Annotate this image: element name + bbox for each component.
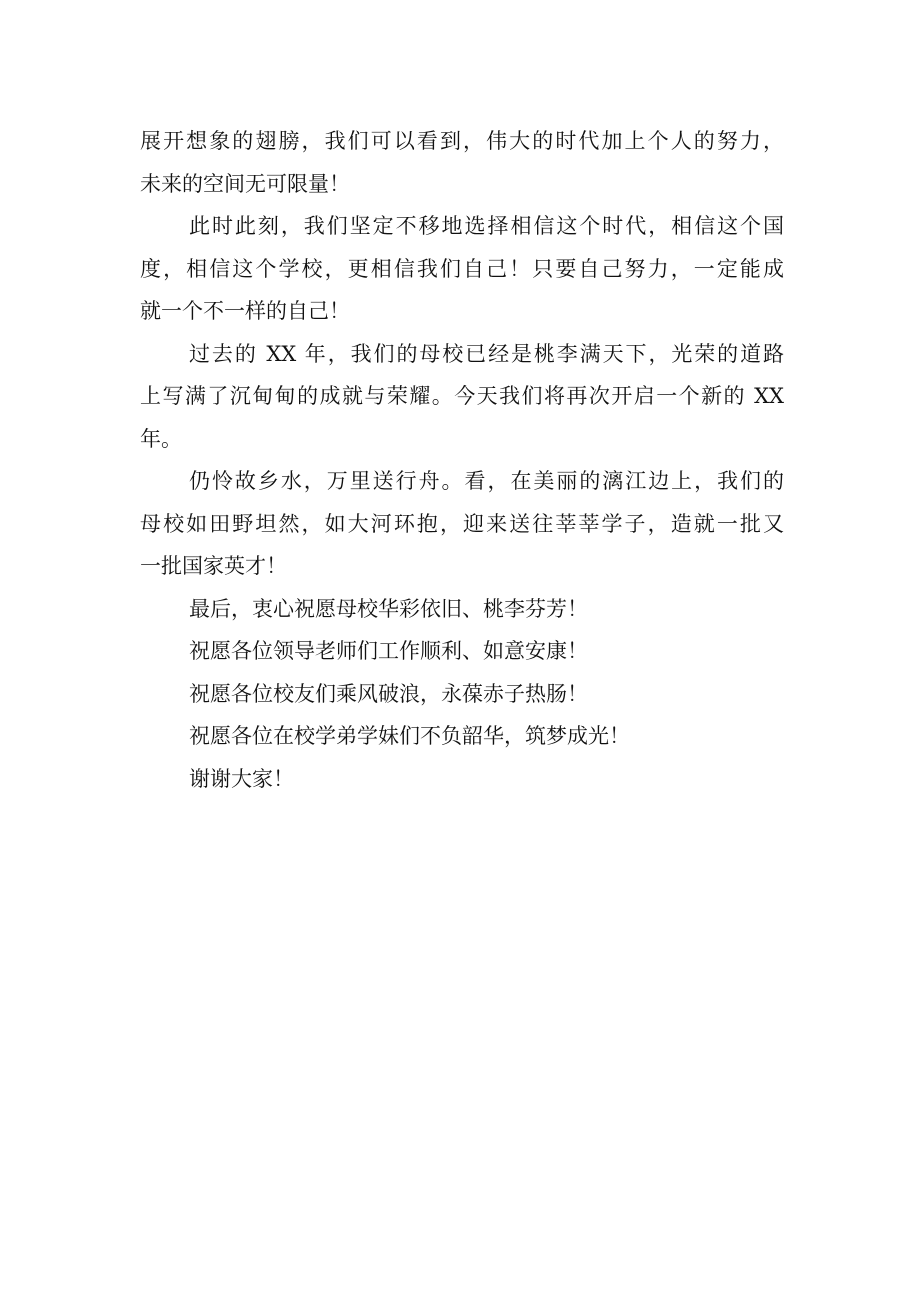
document-body	[140, 120, 784, 800]
text-line: 过去的 XX 年，我们的母校已经是桃李满天下，光荣的道路	[189, 341, 784, 366]
text-line: 祝愿各位校友们乘风破浪，永葆赤子热肠！	[189, 681, 588, 706]
text-line: 祝愿各位在校学弟学妹们不负韶华，筑梦成光！	[189, 724, 630, 748]
text-line: 就一个不一样的自己！	[140, 299, 350, 323]
text-line: 展开想象的翅膀，我们可以看到，伟大的时代加上个人的努力，	[140, 129, 784, 153]
text-line: 此时此刻，我们坚定不移地选择相信这个时代，相信这个国	[189, 214, 784, 238]
text-line: 最后，衷心祝愿母校华彩依旧、桃李芬芳！	[189, 596, 588, 621]
text-line: 谢谢大家！	[189, 766, 294, 791]
text-line: 母校如田野坦然，如大河环抱，迎来送往莘莘学子，造就一批又	[140, 511, 784, 536]
text-line: 一批国家英才！	[140, 554, 287, 578]
text-line: 上写满了沉甸甸的成就与荣耀。今天我们将再次开启一个新的 XX	[140, 384, 784, 408]
text-line: 度，相信这个学校，更相信我们自己！只要自己努力，一定能成	[140, 256, 784, 281]
text-line: 年。	[140, 426, 182, 451]
text-line: 祝愿各位领导老师们工作顺利、如意安康！	[189, 639, 588, 663]
text-line: 仍怜故乡水，万里送行舟。看，在美丽的漓江边上，我们的	[189, 469, 784, 493]
text-line: 未来的空间无可限量！	[140, 171, 350, 196]
